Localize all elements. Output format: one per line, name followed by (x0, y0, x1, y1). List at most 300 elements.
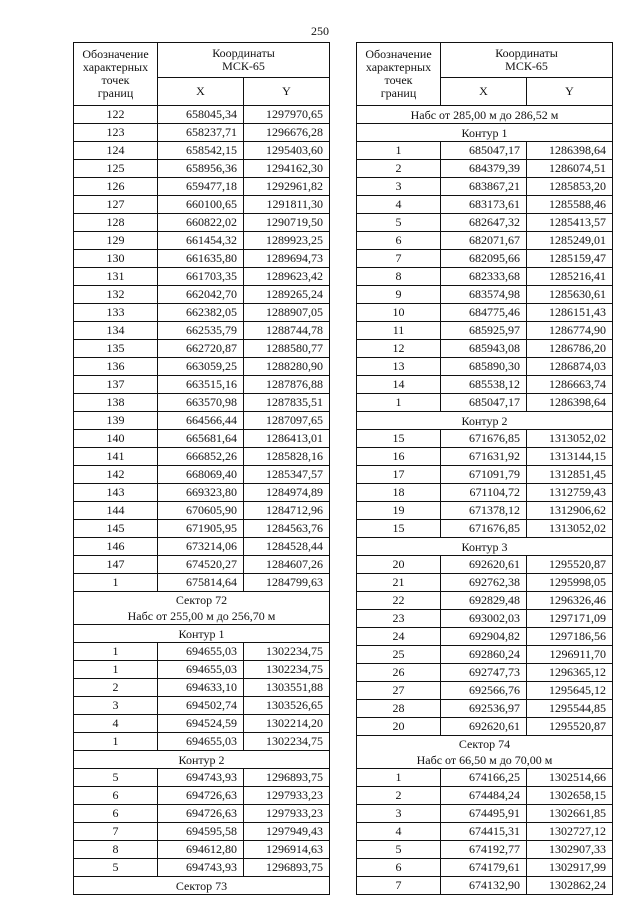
table-row (357, 448, 613, 466)
section-label-line: Контур 3 (461, 539, 508, 554)
x-value: 692620,61 (441, 556, 527, 574)
table-row (74, 286, 330, 304)
x-value: 685047,17 (441, 142, 527, 160)
x-value: 694655,03 (158, 643, 244, 661)
x-value: 682071,67 (441, 232, 527, 250)
table-row (357, 787, 613, 805)
y-value: 1302907,33 (527, 841, 613, 859)
x-value: 692829,48 (441, 592, 527, 610)
header-row (357, 43, 613, 78)
x-value: 694612,80 (158, 841, 244, 859)
point-number: 17 (357, 466, 441, 484)
table-row (74, 232, 330, 250)
x-value: 670605,90 (158, 502, 244, 520)
section-label (74, 751, 330, 769)
table-row (74, 196, 330, 214)
section-label (357, 538, 613, 556)
y-value: 1284528,44 (244, 538, 330, 556)
point-number: 22 (357, 592, 441, 610)
point-number: 26 (357, 664, 441, 682)
point-number: 4 (357, 196, 441, 214)
table-row (357, 877, 613, 895)
x-value: 661635,80 (158, 250, 244, 268)
y-value: 1294162,30 (244, 160, 330, 178)
x-value: 673214,06 (158, 538, 244, 556)
point-number: 3 (74, 697, 158, 715)
table-row (74, 679, 330, 697)
table-row (74, 376, 330, 394)
section-label-line: Контур 2 (461, 413, 508, 428)
y-value: 1312759,43 (527, 484, 613, 502)
x-value: 663515,16 (158, 376, 244, 394)
point-number: 6 (357, 232, 441, 250)
section-row (357, 106, 613, 124)
x-value: 693002,03 (441, 610, 527, 628)
y-value: 1302917,99 (527, 859, 613, 877)
point-number: 15 (357, 430, 441, 448)
point-number: 1 (357, 142, 441, 160)
table-row (357, 610, 613, 628)
point-number: 6 (74, 805, 158, 823)
point-number: 2 (357, 160, 441, 178)
x-value: 658956,36 (158, 160, 244, 178)
y-value: 1295520,87 (527, 556, 613, 574)
y-value: 1302661,85 (527, 805, 613, 823)
point-number: 123 (74, 124, 158, 142)
table-row (74, 841, 330, 859)
table-row (357, 520, 613, 538)
section-label (357, 412, 613, 430)
x-value: 692860,24 (441, 646, 527, 664)
table-row (357, 340, 613, 358)
table-row (357, 358, 613, 376)
point-number: 27 (357, 682, 441, 700)
x-value: 682647,32 (441, 214, 527, 232)
y-value: 1284974,89 (244, 484, 330, 502)
y-value: 1297949,43 (244, 823, 330, 841)
y-value: 1313052,02 (527, 430, 613, 448)
point-number: 140 (74, 430, 158, 448)
table-row (357, 394, 613, 412)
coordinates-system: МСК-65 (505, 58, 548, 73)
section-label-line: Набс от 255,00 м до 256,70 м (127, 609, 276, 623)
x-value: 674179,61 (441, 859, 527, 877)
point-number: 7 (74, 823, 158, 841)
designation-line: характерных (365, 60, 432, 74)
x-value: 669323,80 (158, 484, 244, 502)
x-value: 684775,46 (441, 304, 527, 322)
x-value: 671631,92 (441, 448, 527, 466)
x-value: 683574,98 (441, 286, 527, 304)
table-row (357, 502, 613, 520)
y-value: 1289623,42 (244, 268, 330, 286)
y-value: 1284712,96 (244, 502, 330, 520)
section-label-line: Сектор 72 (175, 593, 228, 607)
table-row (357, 178, 613, 196)
coordinates-title: Координаты (495, 45, 558, 60)
y-value: 1312906,62 (527, 502, 613, 520)
table-row (357, 805, 613, 823)
designation-line: границ (97, 86, 134, 100)
x-value: 685925,97 (441, 322, 527, 340)
section-label-line: Набс от 285,00 м до 286,52 м (410, 107, 559, 122)
table-row (357, 718, 613, 736)
point-number: 3 (357, 805, 441, 823)
y-value: 1287835,51 (244, 394, 330, 412)
section-label-line: Сектор 73 (175, 878, 228, 893)
x-value: 682333,68 (441, 268, 527, 286)
x-value: 694502,74 (158, 697, 244, 715)
table-row (74, 697, 330, 715)
x-value: 674415,31 (441, 823, 527, 841)
table-row (357, 322, 613, 340)
y-value: 1284607,26 (244, 556, 330, 574)
y-value: 1312851,45 (527, 466, 613, 484)
table-body-left (74, 43, 330, 895)
point-number: 1 (357, 394, 441, 412)
x-value: 666852,26 (158, 448, 244, 466)
point-number: 4 (357, 823, 441, 841)
designation-line: точек (384, 73, 413, 87)
x-value: 661454,32 (158, 232, 244, 250)
y-value: 1296893,75 (244, 859, 330, 877)
x-value: 692762,38 (441, 574, 527, 592)
x-value: 663059,25 (158, 358, 244, 376)
y-value: 1302658,15 (527, 787, 613, 805)
table-row (357, 214, 613, 232)
x-value: 694655,03 (158, 733, 244, 751)
x-value: 685943,08 (441, 340, 527, 358)
y-value: 1313144,15 (527, 448, 613, 466)
y-value: 1302727,12 (527, 823, 613, 841)
section-label-line: Набс от 66,50 м до 70,00 м (416, 753, 553, 767)
table-row (74, 412, 330, 430)
y-value: 1291811,30 (244, 196, 330, 214)
table-row (74, 502, 330, 520)
point-number: 5 (74, 859, 158, 877)
y-value: 1297970,65 (244, 106, 330, 124)
table-row (74, 268, 330, 286)
x-value: 658237,71 (158, 124, 244, 142)
point-number: 5 (357, 214, 441, 232)
table-row (74, 160, 330, 178)
y-value: 1313052,02 (527, 520, 613, 538)
x-value: 694595,58 (158, 823, 244, 841)
table-row (74, 733, 330, 751)
y-value: 1295403,60 (244, 142, 330, 160)
x-value: 694743,93 (158, 769, 244, 787)
y-value: 1286413,01 (244, 430, 330, 448)
x-value: 671676,85 (441, 520, 527, 538)
table-row (74, 520, 330, 538)
point-number: 141 (74, 448, 158, 466)
table-row (357, 196, 613, 214)
coordinates-header (158, 43, 330, 78)
y-value: 1286151,43 (527, 304, 613, 322)
table-row (74, 484, 330, 502)
y-value: 1295645,12 (527, 682, 613, 700)
point-number: 147 (74, 556, 158, 574)
x-value: 668069,40 (158, 466, 244, 484)
section-label (357, 106, 613, 124)
point-number: 143 (74, 484, 158, 502)
point-number: 139 (74, 412, 158, 430)
table-row (357, 682, 613, 700)
section-row (357, 124, 613, 142)
point-number: 14 (357, 376, 441, 394)
x-value: 674484,24 (441, 787, 527, 805)
table-row (357, 286, 613, 304)
designation-line: точек (101, 73, 130, 87)
table-row (74, 214, 330, 232)
table-row (74, 106, 330, 124)
x-value: 662535,79 (158, 322, 244, 340)
table-row (357, 160, 613, 178)
y-value: 1287876,88 (244, 376, 330, 394)
point-number: 2 (74, 679, 158, 697)
section-row (357, 736, 613, 769)
y-value: 1285588,46 (527, 196, 613, 214)
table-row (357, 304, 613, 322)
y-value: 1288907,05 (244, 304, 330, 322)
x-value: 671378,12 (441, 502, 527, 520)
y-value: 1286874,03 (527, 358, 613, 376)
table-row (357, 700, 613, 718)
y-value: 1290719,50 (244, 214, 330, 232)
section-row (357, 538, 613, 556)
point-number: 125 (74, 160, 158, 178)
y-value: 1288280,90 (244, 358, 330, 376)
point-number: 11 (357, 322, 441, 340)
table-row (74, 340, 330, 358)
point-number: 136 (74, 358, 158, 376)
table-row (74, 178, 330, 196)
y-value: 1302862,24 (527, 877, 613, 895)
x-value: 684379,39 (441, 160, 527, 178)
point-number: 7 (357, 250, 441, 268)
y-value: 1288580,77 (244, 340, 330, 358)
point-number: 5 (74, 769, 158, 787)
y-value: 1296365,12 (527, 664, 613, 682)
y-value: 1286774,90 (527, 322, 613, 340)
y-value: 1303551,88 (244, 679, 330, 697)
x-value: 671104,72 (441, 484, 527, 502)
point-number: 6 (74, 787, 158, 805)
y-value: 1292961,82 (244, 178, 330, 196)
point-number: 144 (74, 502, 158, 520)
x-value: 694743,93 (158, 859, 244, 877)
point-number: 5 (357, 841, 441, 859)
point-number: 128 (74, 214, 158, 232)
x-value: 685538,12 (441, 376, 527, 394)
designation-line: характерных (82, 60, 149, 74)
point-number: 4 (74, 715, 158, 733)
point-number: 129 (74, 232, 158, 250)
y-value: 1302234,75 (244, 643, 330, 661)
table-row (74, 538, 330, 556)
x-header: X (158, 77, 244, 105)
y-value: 1295998,05 (527, 574, 613, 592)
designation-line: границ (380, 86, 417, 100)
point-number: 1 (74, 643, 158, 661)
y-value: 1296893,75 (244, 769, 330, 787)
header-row (74, 43, 330, 78)
x-value: 692566,76 (441, 682, 527, 700)
point-number: 138 (74, 394, 158, 412)
x-value: 692620,61 (441, 718, 527, 736)
x-value: 675814,64 (158, 574, 244, 592)
x-value: 661703,35 (158, 268, 244, 286)
table-row (74, 250, 330, 268)
y-value: 1285630,61 (527, 286, 613, 304)
x-value: 685890,30 (441, 358, 527, 376)
x-value: 683867,21 (441, 178, 527, 196)
y-value: 1296676,28 (244, 124, 330, 142)
point-number: 135 (74, 340, 158, 358)
table-body-right (357, 43, 613, 895)
designation-header (74, 43, 158, 106)
x-header: X (441, 77, 527, 105)
y-value: 1297933,23 (244, 787, 330, 805)
table-row (74, 304, 330, 322)
point-number: 13 (357, 358, 441, 376)
y-value: 1285159,47 (527, 250, 613, 268)
table-row (357, 484, 613, 502)
point-number: 16 (357, 448, 441, 466)
point-number: 133 (74, 304, 158, 322)
x-value: 683173,61 (441, 196, 527, 214)
y-value: 1302214,20 (244, 715, 330, 733)
y-value: 1289694,73 (244, 250, 330, 268)
table-row (74, 661, 330, 679)
point-number: 24 (357, 628, 441, 646)
table-row (74, 715, 330, 733)
y-value: 1297933,23 (244, 805, 330, 823)
section-label (74, 592, 330, 625)
x-value: 682095,66 (441, 250, 527, 268)
x-value: 660822,02 (158, 214, 244, 232)
x-value: 659477,18 (158, 178, 244, 196)
table-row (357, 664, 613, 682)
section-row (74, 877, 330, 895)
y-value: 1289923,25 (244, 232, 330, 250)
y-value: 1296326,46 (527, 592, 613, 610)
point-number: 12 (357, 340, 441, 358)
section-label (357, 736, 613, 769)
table-row (357, 628, 613, 646)
point-number: 137 (74, 376, 158, 394)
point-number: 1 (74, 733, 158, 751)
y-value: 1285249,01 (527, 232, 613, 250)
point-number: 132 (74, 286, 158, 304)
x-value: 692536,97 (441, 700, 527, 718)
x-value: 694726,63 (158, 787, 244, 805)
table-row (357, 376, 613, 394)
y-header: Y (527, 77, 613, 105)
table-row (357, 646, 613, 664)
point-number: 145 (74, 520, 158, 538)
point-number: 126 (74, 178, 158, 196)
table-row (74, 466, 330, 484)
section-label (357, 124, 613, 142)
y-value: 1297171,09 (527, 610, 613, 628)
x-value: 674520,27 (158, 556, 244, 574)
x-value: 674166,25 (441, 769, 527, 787)
point-number: 8 (74, 841, 158, 859)
y-value: 1285216,41 (527, 268, 613, 286)
y-value: 1287097,65 (244, 412, 330, 430)
point-number: 131 (74, 268, 158, 286)
y-value: 1297186,56 (527, 628, 613, 646)
coordinates-header (441, 43, 613, 78)
point-number: 20 (357, 556, 441, 574)
point-number: 9 (357, 286, 441, 304)
point-number: 19 (357, 502, 441, 520)
table-row (357, 823, 613, 841)
y-value: 1285413,57 (527, 214, 613, 232)
point-number: 15 (357, 520, 441, 538)
table-row (74, 823, 330, 841)
y-value: 1286663,74 (527, 376, 613, 394)
designation-line: Обозначение (365, 47, 432, 61)
y-value: 1295520,87 (527, 718, 613, 736)
x-value: 694633,10 (158, 679, 244, 697)
table-row (74, 124, 330, 142)
y-value: 1285853,20 (527, 178, 613, 196)
point-number: 130 (74, 250, 158, 268)
y-value: 1285347,57 (244, 466, 330, 484)
point-number: 146 (74, 538, 158, 556)
x-value: 658542,15 (158, 142, 244, 160)
x-value: 660100,65 (158, 196, 244, 214)
table-row (74, 859, 330, 877)
y-value: 1289265,24 (244, 286, 330, 304)
y-value: 1302234,75 (244, 661, 330, 679)
x-value: 674132,90 (441, 877, 527, 895)
section-row (74, 592, 330, 625)
point-number: 3 (357, 178, 441, 196)
section-label-line: Контур 1 (178, 626, 225, 641)
coordinates-system: МСК-65 (222, 58, 265, 73)
point-number: 23 (357, 610, 441, 628)
table-row (74, 574, 330, 592)
y-value: 1288744,78 (244, 322, 330, 340)
point-number: 122 (74, 106, 158, 124)
table-row (357, 574, 613, 592)
x-value: 694524,59 (158, 715, 244, 733)
y-header: Y (244, 77, 330, 105)
point-number: 127 (74, 196, 158, 214)
x-value: 663570,98 (158, 394, 244, 412)
point-number: 21 (357, 574, 441, 592)
x-value: 692904,82 (441, 628, 527, 646)
y-value: 1296914,63 (244, 841, 330, 859)
table-row (357, 592, 613, 610)
x-value: 692747,73 (441, 664, 527, 682)
point-number: 142 (74, 466, 158, 484)
y-value: 1286398,64 (527, 142, 613, 160)
x-value: 694655,03 (158, 661, 244, 679)
table-row (357, 268, 613, 286)
x-value: 665681,64 (158, 430, 244, 448)
point-number: 7 (357, 877, 441, 895)
section-label (74, 625, 330, 643)
table-row (357, 841, 613, 859)
table-row (357, 250, 613, 268)
x-value: 664566,44 (158, 412, 244, 430)
x-value: 694726,63 (158, 805, 244, 823)
y-value: 1284563,76 (244, 520, 330, 538)
